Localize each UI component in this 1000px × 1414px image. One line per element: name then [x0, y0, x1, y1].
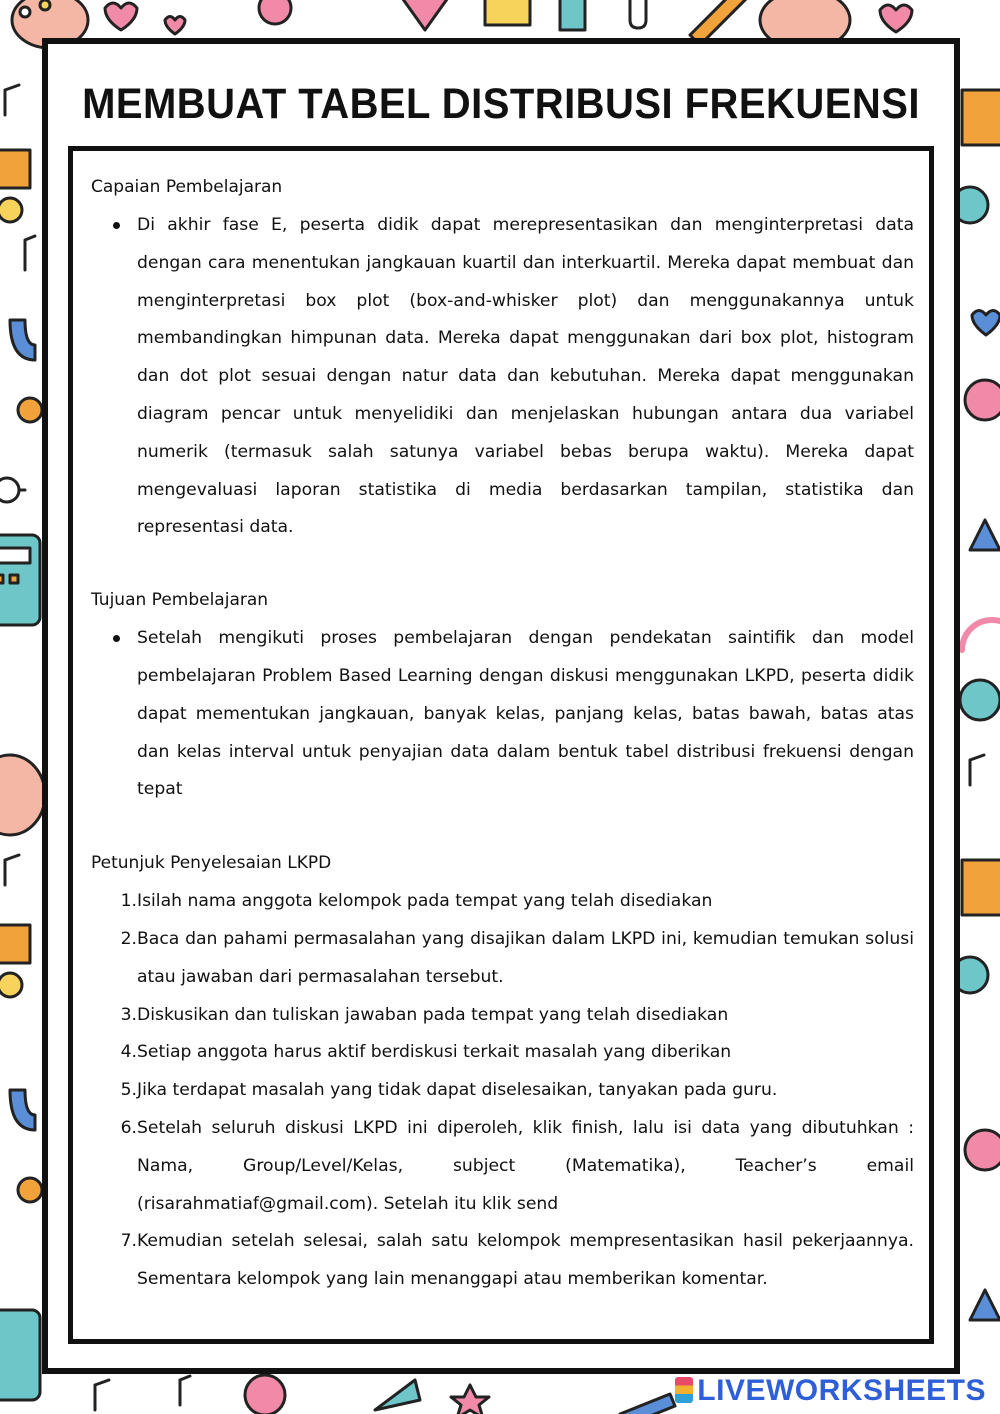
ruler-icon — [0, 150, 30, 188]
music-note-icon — [970, 755, 984, 785]
step-text: Baca dan pahami permasalahan yang disajikan dalam LKPD ini, kemudian temukan solusi atau jawaban dari permasalahan tersebut. — [137, 928, 914, 987]
atom-icon — [965, 1130, 1000, 1170]
palette-icon — [0, 755, 45, 835]
step-number: 6. — [120, 1117, 137, 1138]
bullet-icon — [113, 635, 120, 642]
heart-icon — [105, 3, 137, 30]
content-box — [68, 146, 934, 1344]
music-note-icon — [95, 1380, 109, 1410]
bullet-icon — [113, 222, 120, 229]
heart-icon — [972, 311, 1000, 336]
step-text: Isilah nama anggota kelompok pada tempat yang telah disediakan — [137, 891, 713, 912]
step-number: 5. — [120, 1080, 137, 1101]
clock-icon — [0, 973, 22, 997]
step-text: Jika terdapat masalah yang tidak dapat diselesaikan, tanyakan pada guru. — [137, 1080, 778, 1101]
box-icon — [962, 860, 1000, 915]
list-item — [91, 1223, 914, 1299]
list-item — [91, 1110, 914, 1223]
magnet-icon — [10, 320, 35, 360]
step-text: Diskusikan dan tuliskan jawaban pada tempat yang telah disediakan — [137, 1004, 729, 1025]
step-number: 7. — [120, 1231, 137, 1252]
rocket-icon — [400, 0, 450, 30]
face-icon — [259, 0, 291, 24]
step-number: 1. — [120, 891, 137, 912]
petunjuk-list — [91, 883, 914, 1299]
pencil-icon — [620, 1394, 675, 1414]
step-number: 3. — [120, 1004, 137, 1025]
list-item — [91, 1034, 914, 1072]
step-text: Setelah seluruh diskusi LKPD ini diperoleh, klik finish, lalu isi data yang dibutuhkan : Nama, Group/Level/Kelas, subject (Matematika), Teacher’s email (risarahmatiaf@gmail.com). Setelah itu klik send — [137, 1117, 914, 1214]
atom-icon — [965, 380, 1000, 420]
step-number: 4. — [120, 1042, 137, 1063]
music-note-icon — [180, 1376, 190, 1405]
petunjuk-heading: Petunjuk Penyelesaian LKPD — [91, 853, 332, 874]
clock-icon — [0, 198, 22, 222]
brand-text: LIVEWORKSHEETS — [697, 1374, 986, 1407]
glasses-icon — [0, 478, 25, 502]
capaian-text: Di akhir fase E, peserta didik dapat merepresentasikan dan menginterpretasi data dengan cara menentukan jangkauan kuartil dan interkuartil. Mereka dapat membuat dan menginterpretasi box plot (box-and-whisker plot) dan menggunakannya untuk membandingkan himpunan data. Mereka dapat menggunakan dari box plot, histogram dan dot plot sesuai dengan natur data dan kebutuhan. Mereka dapat menggunakan diagram pencar untuk menyelidiki dan menjelaskan hubungan antara dua variabel numerik (termasuk salah satunya variabel bebas berupa waktu). Mereka dapat mengevaluasi laporan statistika di media berdasarkan tampilan, statistika dan representasi data. — [137, 215, 914, 538]
music-note-icon — [25, 236, 35, 270]
box-icon — [962, 90, 1000, 145]
book-icon — [485, 0, 530, 25]
tujuan-text: Setelah mengikuti proses pembelajaran dengan pendekatan saintifik dan model pembelajaran Problem Based Learning dengan diskusi menggunakan LKPD, peserta didik dapat mementukan jangkauan, banyak kelas, panjang kelas, batas bawah, batas atas dan kelas interval untuk penyajian data dalam bentuk tabel distribusi frekuensi dengan tepat — [137, 628, 914, 800]
donut-icon — [18, 398, 42, 422]
tube-icon — [560, 0, 585, 30]
list-item — [91, 997, 914, 1035]
list-item — [91, 883, 914, 921]
rocket-icon — [375, 1380, 420, 1410]
liveworksheets-logo[interactable] — [675, 1374, 986, 1408]
step-text: Setiap anggota harus aktif berdiskusi terkait masalah yang diberikan — [137, 1042, 732, 1063]
paperclip-icon — [630, 0, 646, 28]
liveworksheets-icon — [675, 1377, 693, 1403]
capaian-heading: Capaian Pembelajaran — [91, 177, 283, 197]
face-icon — [245, 1375, 285, 1414]
heart-icon — [165, 17, 185, 35]
heart-icon — [880, 5, 912, 32]
list-item — [91, 1072, 914, 1110]
step-number: 2. — [120, 928, 137, 949]
tujuan-heading: Tujuan Pembelajaran — [91, 590, 269, 611]
ruler-icon — [0, 925, 30, 963]
donut-icon — [18, 1178, 42, 1202]
triangle-icon — [970, 1290, 1000, 1320]
star-icon — [451, 1385, 489, 1414]
music-note-icon — [5, 855, 19, 885]
tujuan-paragraph — [91, 620, 914, 809]
calculator-icon — [0, 1310, 40, 1400]
globe-icon — [960, 680, 1000, 720]
magnet-icon — [10, 1090, 35, 1130]
rainbow-icon — [962, 620, 1000, 650]
capaian-paragraph — [91, 207, 914, 547]
worksheet-card — [42, 38, 960, 1374]
list-item — [91, 921, 914, 997]
triangle-icon — [970, 520, 1000, 550]
music-note-icon — [5, 85, 19, 115]
page-title: MEMBUAT TABEL DISTRIBUSI FREKUENSI — [82, 80, 920, 128]
step-text: Kemudian setelah selesai, salah satu kelompok mempresentasikan hasil pekerjaannya. Sementara kelompok yang lain menanggapi atau memberikan komentar. — [137, 1231, 914, 1290]
